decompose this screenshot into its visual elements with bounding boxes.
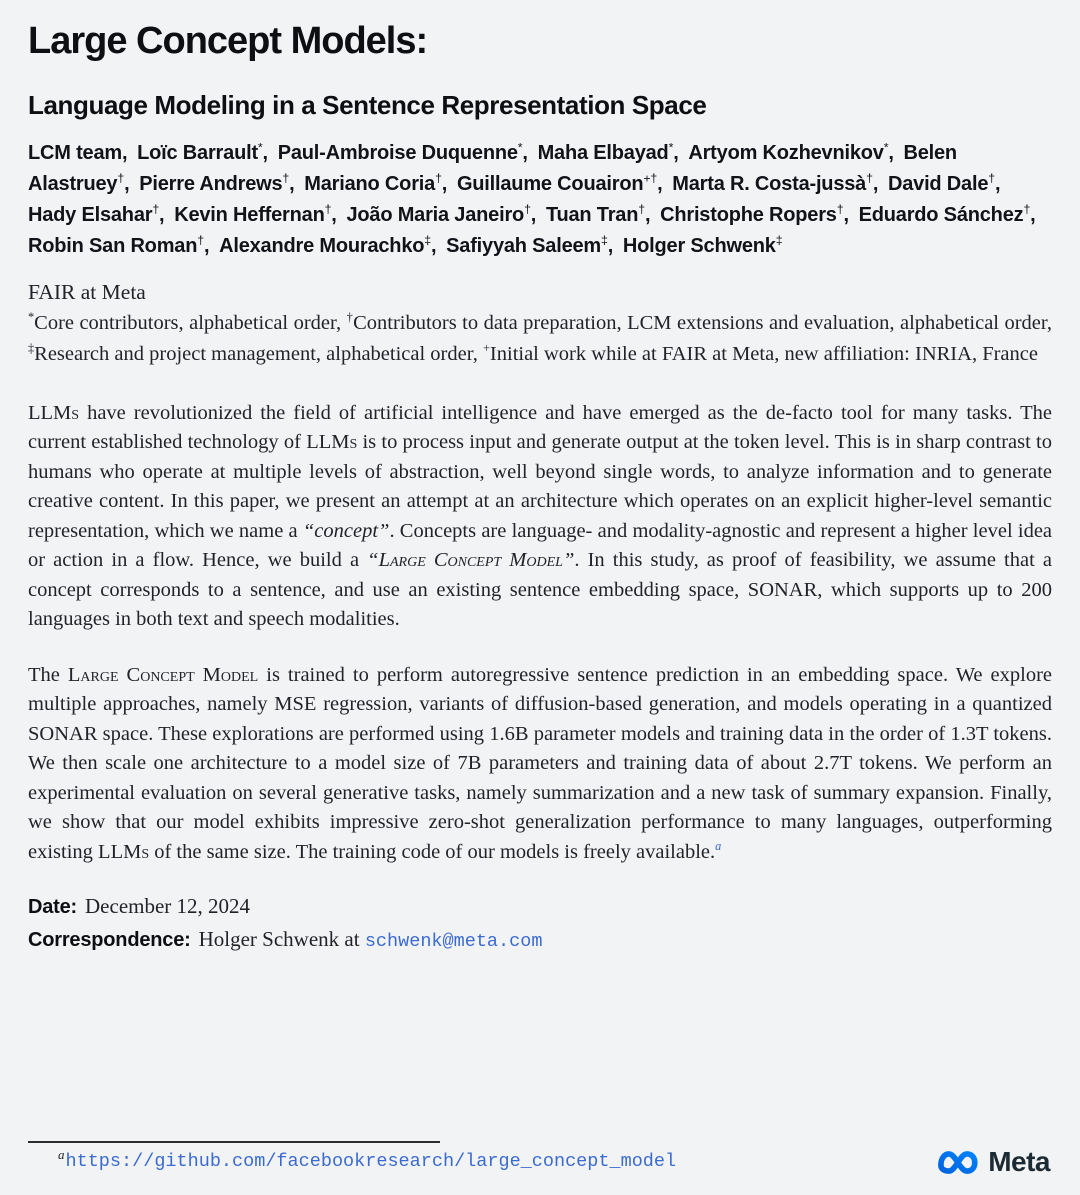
text-run: ‡ — [28, 340, 35, 355]
paper-subtitle: Language Modeling in a Sentence Representation Space — [28, 89, 707, 120]
text-run: Core contributors, alphabetical order, — [34, 311, 347, 334]
author-affiliation-mark: * — [517, 140, 523, 155]
author-name: Safiyyah Saleem‡ — [446, 233, 608, 257]
author-name: Artyom Kozhevnikov* — [688, 140, 889, 164]
text-run: is trained to perform autoregressive sentence prediction in an embedding space. We explore multiple approaches, namely MSE regression, variants of diffusion-based generation, and models operating in a quantized SONAR space. These explorations are performed using 1.6B parameter models and training data in the order of 1.3T tokens. We then scale one architecture to a model size of 7B parameters and training data of about 2.7T tokens. We perform an experimental evaluation on several generative tasks, namely summarization and a new task of summary expansion. Finally, we show that our model exhibits impressive zero-shot generalization performance to many languages, outperforming existing — [28, 663, 1052, 863]
abstract — [28, 399, 1052, 868]
author-affiliation-mark: † — [117, 171, 125, 186]
author-name: Marta R. Costa-jussà† — [672, 171, 873, 195]
author-name: Hady Elsahar† — [28, 202, 160, 226]
author-affiliation-mark: † — [988, 171, 995, 186]
contribution-notes — [28, 308, 1052, 370]
author-affiliation-mark: † — [836, 202, 844, 217]
text-run: LLMs — [306, 431, 358, 454]
date-row — [28, 891, 1052, 924]
author-affiliation-mark: † — [197, 233, 204, 248]
author-name: Maha Elbayad* — [537, 140, 674, 164]
text-run: Research and project management, alphabetical order, — [34, 342, 483, 365]
correspondence-row — [28, 924, 1052, 957]
text-run: LLMs — [98, 840, 150, 863]
author-name: Paul-Ambroise Duquenne* — [277, 140, 523, 164]
author-name: Guillaume Couairon+† — [456, 171, 658, 195]
text-run: Contributors to data preparation, LCM extensions and evaluation, alphabetical order, — [353, 311, 1053, 334]
author-name: Belen Alastruey† — [28, 141, 957, 195]
author-affiliation-mark: ‡ — [601, 233, 608, 248]
correspondence-label: Correspondence: — [28, 929, 191, 952]
meta-logo — [937, 1146, 1050, 1178]
paper-title: Large Concept Models: — [28, 20, 428, 62]
author-name: Christophe Ropers† — [660, 202, 844, 226]
text-run: † — [346, 309, 354, 324]
text-run: Initial work while at FAIR at Meta, new affiliation: INRIA, France — [489, 342, 1038, 365]
author-affiliation-mark: * — [257, 140, 263, 155]
author-affiliation-mark: † — [152, 202, 160, 217]
author-name: Alexandre Mourachko‡ — [219, 233, 431, 257]
footnote-marker: a — [58, 1146, 65, 1162]
author-affiliation-mark: † — [324, 202, 332, 217]
author-name: Holger Schwenk‡ — [622, 233, 783, 257]
author-affiliation-mark: † — [435, 171, 442, 186]
text-run: is to process input and generate output at the token level. This is in sharp contrast to humans who operate at multiple levels of abstraction, well beyond single words, to analyze information and to generate creative content. In this paper, we present an attempt at an architecture which operates on an explicit higher-level semantic representation, which we name a — [28, 431, 1052, 542]
author-affiliation-mark: * — [883, 140, 889, 155]
author-name: Pierre Andrews† — [139, 171, 290, 195]
text-run: The — [28, 663, 68, 686]
abstract-paragraph-2 — [28, 661, 1052, 868]
author-affiliation-mark: † — [524, 202, 531, 217]
text-run: “concept” — [302, 519, 390, 542]
author-name: Loïc Barrault* — [137, 140, 263, 164]
meta-wordmark: Meta — [988, 1146, 1050, 1177]
author-affiliation-mark: † — [638, 202, 645, 217]
text-run: have revolutionized the field of artificial intelligence and have emerged as the de-facto tool for many tasks. The current established technology of — [28, 401, 1052, 454]
github-link[interactable]: https://github.com/facebookresearch/large_concept_model — [65, 1151, 677, 1172]
affiliation: FAIR at Meta — [28, 279, 146, 304]
author-name: João Maria Janeiro† — [346, 202, 531, 226]
author-affiliation-mark: † — [282, 171, 290, 186]
meta-infinity-icon — [937, 1149, 981, 1176]
author-affiliation-mark: +† — [643, 171, 658, 186]
author-affiliation-mark: ‡ — [775, 233, 783, 248]
text-run: + — [482, 340, 490, 355]
text-run: Large Concept Model — [67, 663, 259, 686]
text-run: . In this study, as proof of feasibility, we assume that a concept corresponds to a sentence, and use an existing sentence embedding space, SONAR, which supports up to 200 languages in both text and speech modalities. — [28, 549, 1052, 631]
author-affiliation-mark: ‡ — [424, 233, 431, 248]
abstract-paragraph-1 — [28, 399, 1052, 635]
author-affiliation-mark: † — [1023, 202, 1031, 217]
text-run: LLMs — [28, 401, 80, 424]
author-list: LCM team, Loïc Barrault*, Paul-Ambroise Duquenne*, Maha Elbayad*, Artyom Kozhevnikov*, Belen Alastruey†, Pierre Andrews†, Mariano Coria†, Guillaume Couairon+†, Marta R. Costa-jussà†, David Dale†, Hady Elsahar†, Kevin Heffernan†, João Maria Janeiro†, Tuan Tran†, Christophe Ropers†, Eduardo Sánchez†, Robin San Roman†, Alexandre Mourachko‡, Safiyyah Saleem‡, Holger Schwenk‡ — [28, 140, 1046, 257]
text-run: . Concepts are language- and modality-agnostic and represent a higher level idea or action in a flow. Hence, we build a — [28, 519, 1053, 572]
author-name: Mariano Coria† — [304, 171, 442, 195]
author-name: Eduardo Sánchez† — [858, 202, 1031, 226]
footnote — [58, 1146, 677, 1172]
date-value: December 12, 2024 — [85, 894, 251, 919]
correspondence-text: Holger Schwenk at — [198, 927, 365, 952]
text-run: of the same size. The training code of our models is freely available. — [149, 840, 716, 863]
author-name: Kevin Heffernan† — [174, 202, 332, 226]
paper-meta-info — [28, 891, 1052, 957]
text-run: * — [28, 309, 35, 324]
author-name: Robin San Roman† — [28, 233, 204, 257]
footnote-ref[interactable]: a — [715, 838, 722, 853]
author-name: LCM team — [28, 141, 122, 164]
footnote-divider — [28, 1141, 440, 1143]
email-link[interactable]: schwenk@meta.com — [364, 931, 543, 953]
date-label: Date: — [28, 896, 78, 919]
author-name: David Dale† — [887, 171, 995, 195]
text-run: “Large Concept Model” — [367, 549, 575, 572]
author-affiliation-mark: † — [866, 171, 873, 186]
author-affiliation-mark: * — [668, 140, 674, 155]
author-name: Tuan Tran† — [545, 202, 645, 226]
